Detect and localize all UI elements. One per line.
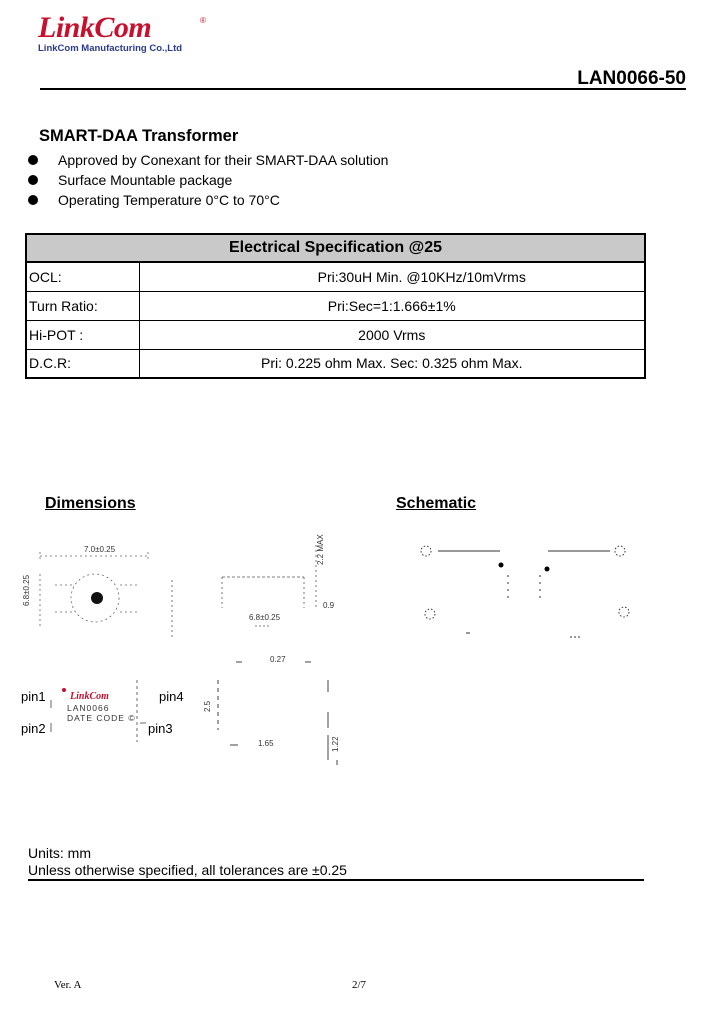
top-view-drawing xyxy=(40,552,148,626)
marking-logo: LinkCom xyxy=(70,691,109,702)
spec-value: Pri: 0.225 ohm Max. Sec: 0.325 ohm Max. xyxy=(139,349,645,378)
dim-max-height: 2.2 MAX xyxy=(316,534,325,565)
pin3-label: pin3 xyxy=(148,721,173,736)
dim-land-length: 1.22 xyxy=(331,736,340,752)
pin1-marker-dot xyxy=(62,688,66,692)
part-number: LAN0066-50 xyxy=(577,68,686,89)
schematic-heading: Schematic xyxy=(396,495,477,512)
feature-item: Approved by Conexant for their SMART-DAA solution xyxy=(28,150,388,170)
logo-wordmark: LinkCom xyxy=(38,11,152,44)
spec-label: D.C.R: xyxy=(26,349,139,378)
dim-land-pitch: 1.65 xyxy=(258,739,274,748)
units-note: Units: mm xyxy=(28,845,91,861)
schematic-drawing xyxy=(421,546,629,637)
tolerance-note: Unless otherwise specified, all tolerances are ±0.25 xyxy=(28,862,644,881)
land-pattern-drawing xyxy=(218,662,337,765)
dimensions-heading: Dimensions xyxy=(45,495,136,512)
version-label: Ver. A xyxy=(54,979,82,991)
spec-value: 2000 Vrms xyxy=(139,320,645,349)
dim-lead-thickness: 0.9 xyxy=(323,601,335,610)
pin1-label: pin1 xyxy=(21,689,46,704)
dim-body-width: 6.8±0.25 xyxy=(249,613,281,622)
polarity-dot-primary xyxy=(499,563,504,568)
side-view-drawing xyxy=(172,545,316,640)
spec-value: Pri:30uH Min. @10KHz/10mVrms xyxy=(139,262,645,291)
polarity-dot-secondary xyxy=(545,567,550,572)
marking-date-code: DATE CODE © xyxy=(67,713,136,723)
spec-value: Pri:Sec=1:1.666±1% xyxy=(139,291,645,320)
pin4-label: pin4 xyxy=(159,689,184,704)
company-name: LinkCom Manufacturing Co.,Ltd xyxy=(38,43,183,54)
dim-side-height: 6.8±0.25 xyxy=(22,574,31,606)
feature-item: Surface Mountable package xyxy=(28,170,388,190)
dim-top-width: 7.0±0.25 xyxy=(84,545,116,554)
spec-table-title: Electrical Specification @25 xyxy=(26,234,645,262)
spec-label: Hi-POT : xyxy=(26,320,139,349)
registered-mark: ® xyxy=(200,16,206,25)
spec-label: Turn Ratio: xyxy=(26,291,139,320)
feature-item: Operating Temperature 0°C to 70°C xyxy=(28,190,388,210)
product-title: SMART-DAA Transformer xyxy=(39,127,239,145)
core-dot xyxy=(91,592,103,604)
dim-land-height: 2.5 xyxy=(203,700,212,712)
notes-block xyxy=(28,845,644,881)
dim-land-width: 0.27 xyxy=(270,655,286,664)
spec-label: OCL: xyxy=(26,262,139,291)
pin2-label: pin2 xyxy=(21,721,46,736)
marking-part: LAN0066 xyxy=(67,703,110,713)
page-number: 2/7 xyxy=(352,979,367,991)
